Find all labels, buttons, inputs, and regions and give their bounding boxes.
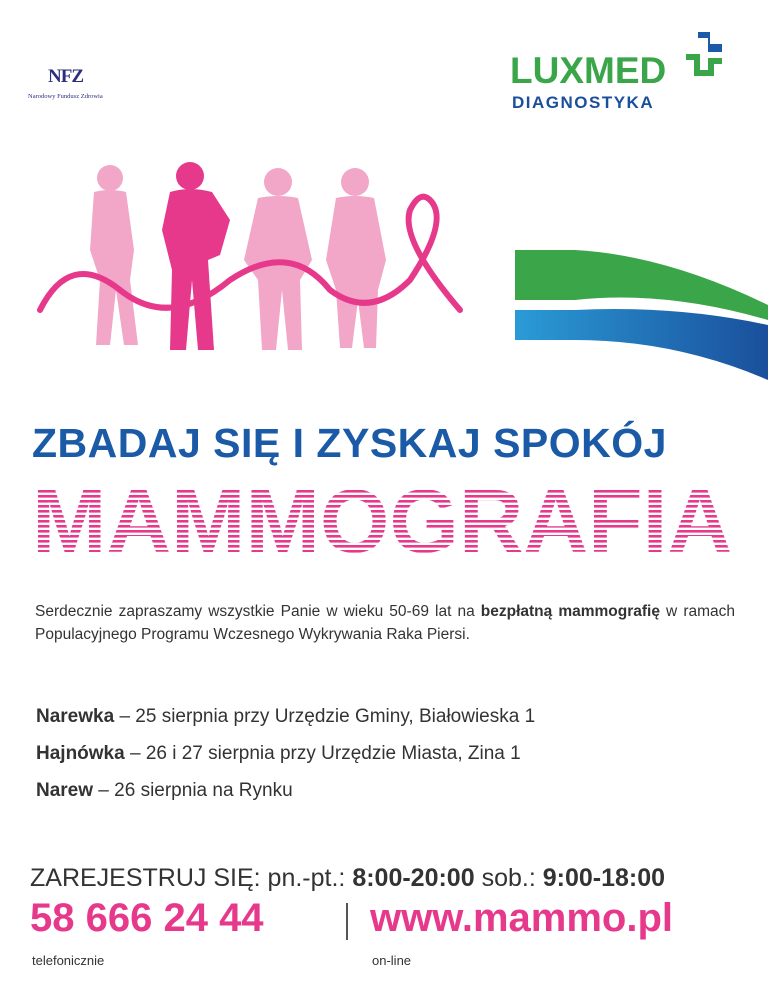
location-details: – 26 sierpnia na Rynku — [93, 780, 293, 801]
registration-hours — [30, 864, 665, 893]
weekdays-label: pn.-pt.: — [267, 864, 353, 892]
nfz-logo-name: Narodowy Fundusz Zdrowia — [28, 93, 103, 100]
woman-figure-4-icon — [326, 168, 386, 348]
location-details: – 25 sierpnia przy Urzędzie Gminy, Białowieska 1 — [114, 706, 536, 727]
women-ribbon-illustration — [30, 160, 480, 360]
luxmed-logo-subtext: DIAGNOSTYKA — [512, 93, 655, 112]
location-place: Hajnówka — [36, 743, 125, 764]
nfz-logo-mark: NFZ — [48, 66, 83, 87]
woman-figure-1-icon — [90, 165, 138, 345]
mammografia-text: MAMMOGRAFIA — [32, 480, 732, 560]
location-item — [36, 780, 293, 802]
saturday-label: sob.: — [474, 864, 543, 892]
luxmed-cross-icon — [678, 30, 730, 78]
woman-figure-2-icon — [162, 162, 230, 350]
luxmed-logo-text: LUXMED — [510, 50, 667, 91]
website-caption: on-line — [372, 953, 412, 968]
nfz-logo — [28, 66, 158, 106]
intro-bold-text: bezpłatną mammografię — [480, 603, 660, 620]
green-blue-swoosh — [515, 250, 768, 380]
location-item — [36, 743, 521, 765]
luxmed-logo — [510, 30, 740, 115]
woman-figure-3-icon — [244, 168, 312, 350]
phone-number[interactable]: 58 666 24 44 — [30, 896, 264, 940]
location-place: Narewka — [36, 706, 115, 727]
headline: ZBADAJ SIĘ I ZYSKAJ SPOKÓJ — [32, 420, 667, 466]
website-link[interactable]: www.mammo.pl — [370, 896, 674, 940]
saturday-hours: 9:00-18:00 — [542, 864, 666, 892]
location-details: – 26 i 27 sierpnia przy Urzędzie Miasta, Zina 1 — [124, 743, 521, 764]
divider — [346, 903, 348, 940]
location-item — [36, 706, 535, 728]
weekdays-hours: 8:00-20:00 — [352, 864, 475, 892]
phone-caption: telefonicznie — [32, 953, 105, 968]
location-place: Narew — [36, 780, 94, 801]
intro-text-1: Serdecznie zapraszamy wszystkie Panie w wieku 50-69 lat na — [35, 603, 481, 620]
intro-text-2: w ramach Populacyjnego Programu Wczesnego Wykrywania Raka Piersi. — [35, 603, 736, 643]
registration-label: ZAREJESTRUJ SIĘ: — [30, 864, 268, 892]
mammografia-title — [32, 480, 737, 560]
intro-paragraph — [35, 600, 735, 646]
